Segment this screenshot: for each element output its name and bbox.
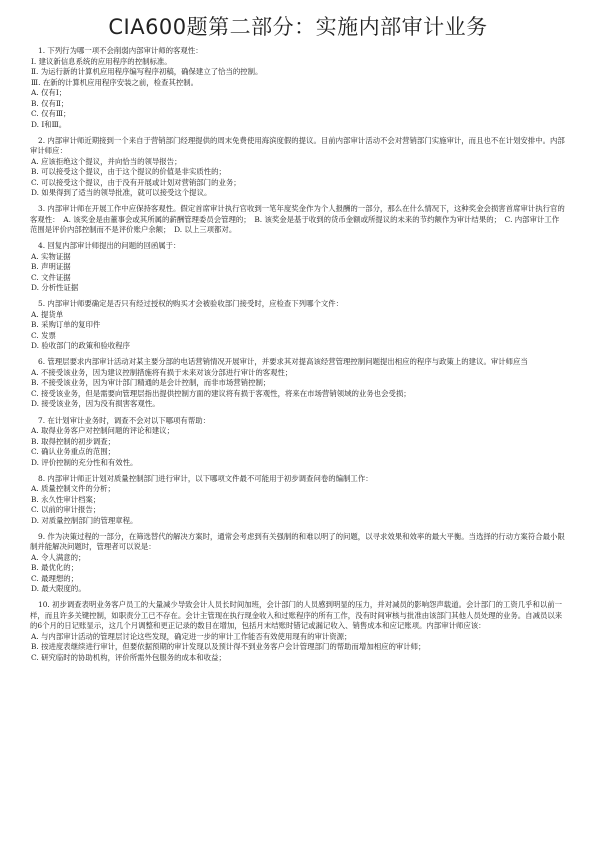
- question-stem: 5. 内部审计师要确定是否只有经过授权的购买才会被验收部门接受时，应检查下列哪个文件：: [38, 299, 344, 309]
- question-stem: 4. 回复内部审计师提出的问题的回函属于：: [38, 241, 181, 251]
- answer-option: C. 仅有Ⅲ；: [31, 109, 71, 118]
- answer-option: A. 取得业务客户对控制问题的评论和建议；: [31, 426, 175, 436]
- answer-option: A. 实物证据: [31, 251, 71, 261]
- question-stem: 10. 初步调查表明业务客户员工的大量减少导致会计人员长时间加班，会计部门的人员感到明显的压力，并对减员的影响怨声载道。会计部门的工资几乎和以前一样，而且许多关键控制，如职责分工已不存在。会计主管现在执行现金收入和过账程序的所有工作，没有时间审核与批准由该部门其他人员处理的业务。自减员以来的6个月的日记账显示，这几个月调整和更正记录的数目在增加，包括月末结账时错记或漏记收入、销售成本和应记账项。内部审计师应该：: [30, 600, 563, 631]
- question-10: [30, 600, 566, 663]
- answer-option: B. 仅有Ⅱ；: [31, 98, 69, 108]
- answer-option: B. 可以接受这个提议，由于这个提议的价值是非实质性的；: [31, 167, 226, 177]
- answer-option: C. 接受该业务，但是需要向管理层指出提供控制方面的建议将有损于客观性，将来在市场营销领域的业务也会受损；: [31, 388, 411, 398]
- answer-option: B. 取得控制的初步调查；: [31, 436, 116, 446]
- question-stem: 3. 内部审计师在开展工作中应保持客观性。假定首席审计执行官收到一笔年度奖金作为个人报酬的一部分，那么在什么情况下，这种奖金会损害首席审计执行官的客观性： A. 该奖金是由董事会或其所属的薪酬管理委员会管理的； B. 该奖金是基于收到的货币金额或所提议的未来的节约额作为审计结果的； C. 内部审计工作范围是评价内部控制而不是评价账户余额； D. 以上三项都对。: [30, 204, 565, 235]
- question-list: [30, 46, 566, 663]
- answer-option: C. 最理想的；: [31, 573, 79, 583]
- answer-option: A. 仅有Ⅰ；: [31, 88, 67, 97]
- answer-option: D. 分析性证据: [31, 283, 79, 293]
- question-9: [30, 532, 566, 595]
- question-statement: Ⅰ. 建议新信息系统的应用程序的控制标准。: [31, 56, 172, 66]
- answer-option: A. 与内部审计活动的管理层讨论这些发现，确定进一步的审计工作能否有效使用现有的审计资源；: [31, 631, 352, 641]
- answer-option: D. 如果得到了适当的领导批准，就可以接受这个提议。: [31, 188, 212, 198]
- answer-option: D. 最大限度的。: [31, 584, 86, 594]
- question-statement: Ⅱ. 为运行新的计算机应用程序编写程序初稿，确保建立了恰当的控制。: [31, 67, 263, 76]
- answer-option: C. 发票: [31, 330, 56, 340]
- question-stem: 2. 内部审计师近期接到一个来自于营销部门经理提供的周末免费使用海滨度假的提议。目前内部审计活动不会对营销部门实施审计，而且也不在计划安排中。内部审计师应：: [30, 135, 565, 156]
- answer-option: D. Ⅰ和Ⅲ。: [31, 119, 67, 129]
- question-stem: 6. 管理层要求内部审计活动对某主要分部的电话营销情况开展审计，并要求其对提高该经营管理控制问题提出相应的程序与政策上的建议。审计师应当: [38, 357, 528, 367]
- question-stem: 8. 内部审计师正计划对质量控制部门进行审计，以下哪项文件最不可能用于初步调查问卷的编制工作：: [38, 473, 373, 483]
- answer-option: D. 验收部门的政策和验收程序: [31, 341, 131, 351]
- answer-option: D. 评价控制的充分性和有效性。: [31, 457, 138, 467]
- answer-option: D. 对质量控制部门的管理章程。: [31, 515, 138, 525]
- answer-option: C. 可以接受这个提议，由于没有开展或计划对营销部门的业务；: [31, 177, 241, 187]
- question-3: [30, 204, 566, 236]
- answer-option: A. 应该拒绝这个提议，并向恰当的领导报告；: [31, 156, 182, 166]
- question-8: [30, 474, 566, 527]
- answer-option: A. 提货单: [31, 309, 64, 319]
- answer-option: A. 不接受该业务，因为建议控制措施将有损于未来对该分部进行审计的客观性；: [31, 367, 293, 377]
- answer-option: B. 永久性审计档案；: [31, 494, 101, 504]
- answer-option: B. 不接受该业务，因为审计部门精通的是会计控制，而非市场营销控制；: [31, 378, 271, 388]
- question-stem: 1. 下列行为哪一项不会削弱内部审计师的客观性：: [38, 46, 203, 55]
- answer-option: D. 接受该业务，因为没有损害客观性。: [31, 399, 160, 409]
- answer-option: B. 最优化的；: [31, 563, 79, 573]
- answer-option: C. 研究临时的协助机构，评价所需外包服务的成本和收益；: [31, 652, 226, 662]
- answer-option: A. 令人满意的；: [31, 552, 86, 562]
- question-4: [30, 241, 566, 294]
- question-2: [30, 136, 566, 199]
- question-stem: 7. 在计划审计业务时，调查不会对以下哪项有帮助：: [38, 415, 210, 425]
- page-title: CIA600题第二部分：实施内部审计业务: [108, 15, 488, 39]
- question-stem: 9. 作为决策过程的一部分，在筛选替代的解决方案时，通常会考虑到有关强制的和难以明了的问题，以寻求效果和效率的最大平衡。当选择的行动方案符合最小限制并能解决问题时，管理者可以说是：: [30, 531, 565, 552]
- answer-option: A. 质量控制文件的分析；: [31, 484, 115, 494]
- answer-option: B. 声明证据: [31, 262, 71, 272]
- answer-option: C. 文件证据: [31, 272, 71, 282]
- question-1: [30, 46, 566, 130]
- question-statement: Ⅲ. 在新的计算机应用程序安装之前，检查其控制。: [31, 77, 199, 87]
- question-6: [30, 357, 566, 410]
- question-7: [30, 416, 566, 469]
- answer-option: C. 以前的审计报告；: [31, 505, 101, 515]
- answer-option: C. 确认业务重点的范围；: [31, 447, 115, 457]
- answer-option: B. 按进度表继续进行审计，但要依据预期的审计发现以及预计得不到业务客户会计管理部门的帮助而增加相应的审计师；: [31, 642, 426, 652]
- question-5: [30, 299, 566, 352]
- answer-option: B. 采购订单的复印件: [31, 320, 101, 330]
